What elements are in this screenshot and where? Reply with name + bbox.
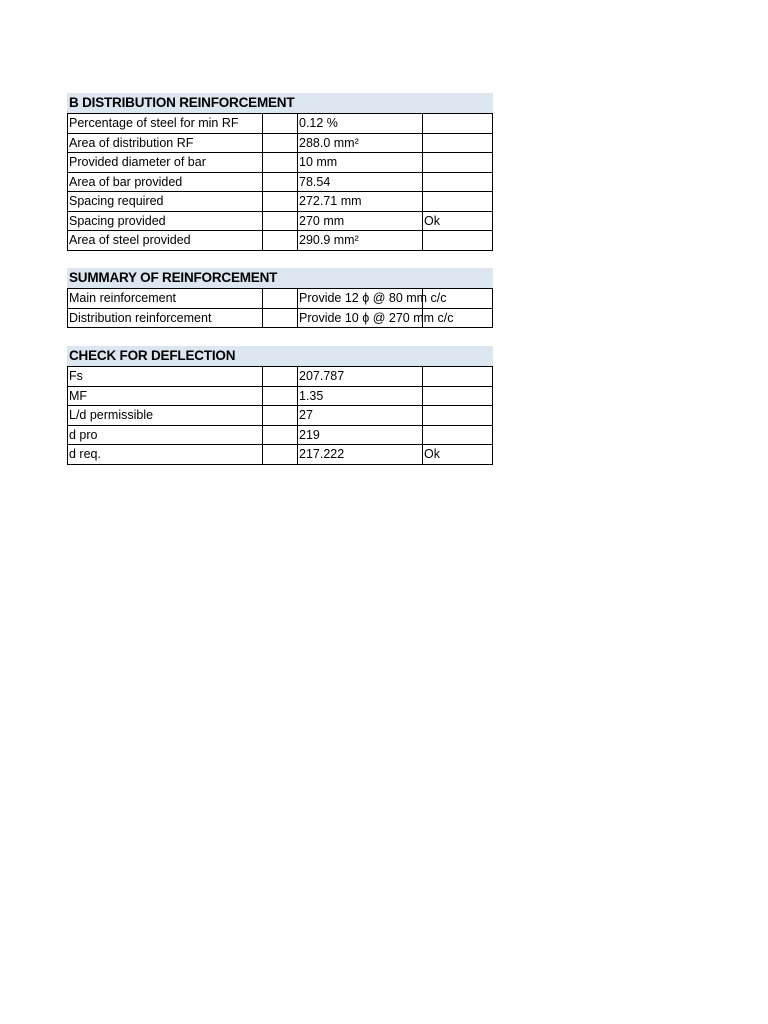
row-label[interactable]: Area of distribution RF	[68, 133, 263, 153]
empty-cell[interactable]	[263, 114, 298, 134]
row-value[interactable]: 27	[298, 406, 423, 426]
row-status[interactable]: Ok	[423, 211, 493, 231]
row-label[interactable]: L/d permissible	[68, 406, 263, 426]
row-value-text: Provide 12 ϕ @ 80 mm c/c	[299, 291, 447, 306]
row-value[interactable]: 219	[298, 425, 423, 445]
row-label[interactable]: d pro	[68, 425, 263, 445]
empty-cell[interactable]	[263, 406, 298, 426]
row-value[interactable]	[298, 308, 454, 328]
row-label[interactable]: Main reinforcement	[68, 289, 263, 309]
summary-table	[67, 288, 493, 328]
deflection-section	[67, 346, 493, 465]
table-row	[68, 386, 493, 406]
row-label[interactable]: Percentage of steel for min RF	[68, 114, 263, 134]
row-label[interactable]: Fs	[68, 367, 263, 387]
empty-cell[interactable]	[263, 231, 298, 251]
row-value[interactable]: 217.222	[298, 445, 423, 465]
row-value[interactable]: 207.787	[298, 367, 423, 387]
row-label[interactable]: MF	[68, 386, 263, 406]
empty-cell[interactable]	[263, 153, 298, 173]
table-row	[68, 114, 493, 134]
row-status[interactable]: Ok	[423, 445, 493, 465]
distribution-table	[67, 113, 493, 251]
row-label[interactable]: d req.	[68, 445, 263, 465]
table-row	[68, 289, 493, 309]
row-value[interactable]: 1.35	[298, 386, 423, 406]
row-value[interactable]	[298, 289, 447, 309]
table-row	[68, 406, 493, 426]
table-row	[68, 172, 493, 192]
table-row	[68, 133, 493, 153]
row-status[interactable]	[423, 367, 493, 387]
empty-cell[interactable]	[263, 133, 298, 153]
empty-cell[interactable]	[263, 192, 298, 212]
table-row	[68, 308, 493, 328]
section-title: B DISTRIBUTION REINFORCEMENT	[67, 93, 493, 113]
row-status[interactable]	[423, 172, 493, 192]
row-status[interactable]	[423, 153, 493, 173]
row-value[interactable]: 288.0 mm²	[298, 133, 423, 153]
section-title: CHECK FOR DEFLECTION	[67, 346, 493, 366]
table-row	[68, 231, 493, 251]
empty-cell[interactable]	[263, 172, 298, 192]
empty-cell[interactable]	[263, 367, 298, 387]
row-status[interactable]	[423, 114, 493, 134]
empty-cell[interactable]	[263, 308, 298, 328]
empty-cell[interactable]	[263, 386, 298, 406]
empty-cell[interactable]	[263, 289, 298, 309]
table-row	[68, 367, 493, 387]
table-row	[68, 211, 493, 231]
distribution-reinforcement-section	[67, 93, 493, 251]
row-value[interactable]: 78.54	[298, 172, 423, 192]
row-value-text: Provide 10 ϕ @ 270 mm c/c	[299, 310, 454, 325]
deflection-table	[67, 366, 493, 465]
summary-section	[67, 268, 493, 328]
row-label[interactable]: Distribution reinforcement	[68, 308, 263, 328]
row-label[interactable]: Area of steel provided	[68, 231, 263, 251]
row-label[interactable]: Provided diameter of bar	[68, 153, 263, 173]
row-label[interactable]: Spacing provided	[68, 211, 263, 231]
empty-cell[interactable]	[263, 425, 298, 445]
row-label[interactable]: Area of bar provided	[68, 172, 263, 192]
row-label[interactable]: Spacing required	[68, 192, 263, 212]
empty-cell[interactable]	[263, 211, 298, 231]
table-row	[68, 445, 493, 465]
row-value[interactable]: 0.12 %	[298, 114, 423, 134]
table-row	[68, 425, 493, 445]
table-row	[68, 153, 493, 173]
row-status[interactable]	[423, 425, 493, 445]
empty-cell[interactable]	[263, 445, 298, 465]
row-status[interactable]	[423, 231, 493, 251]
row-value[interactable]: 270 mm	[298, 211, 423, 231]
section-title: SUMMARY OF REINFORCEMENT	[67, 268, 493, 288]
table-row	[68, 192, 493, 212]
row-status[interactable]	[423, 406, 493, 426]
row-value[interactable]: 272.71 mm	[298, 192, 423, 212]
row-value[interactable]: 10 mm	[298, 153, 423, 173]
row-value[interactable]: 290.9 mm²	[298, 231, 423, 251]
row-status[interactable]	[423, 386, 493, 406]
row-status[interactable]	[423, 133, 493, 153]
row-status[interactable]	[423, 192, 493, 212]
